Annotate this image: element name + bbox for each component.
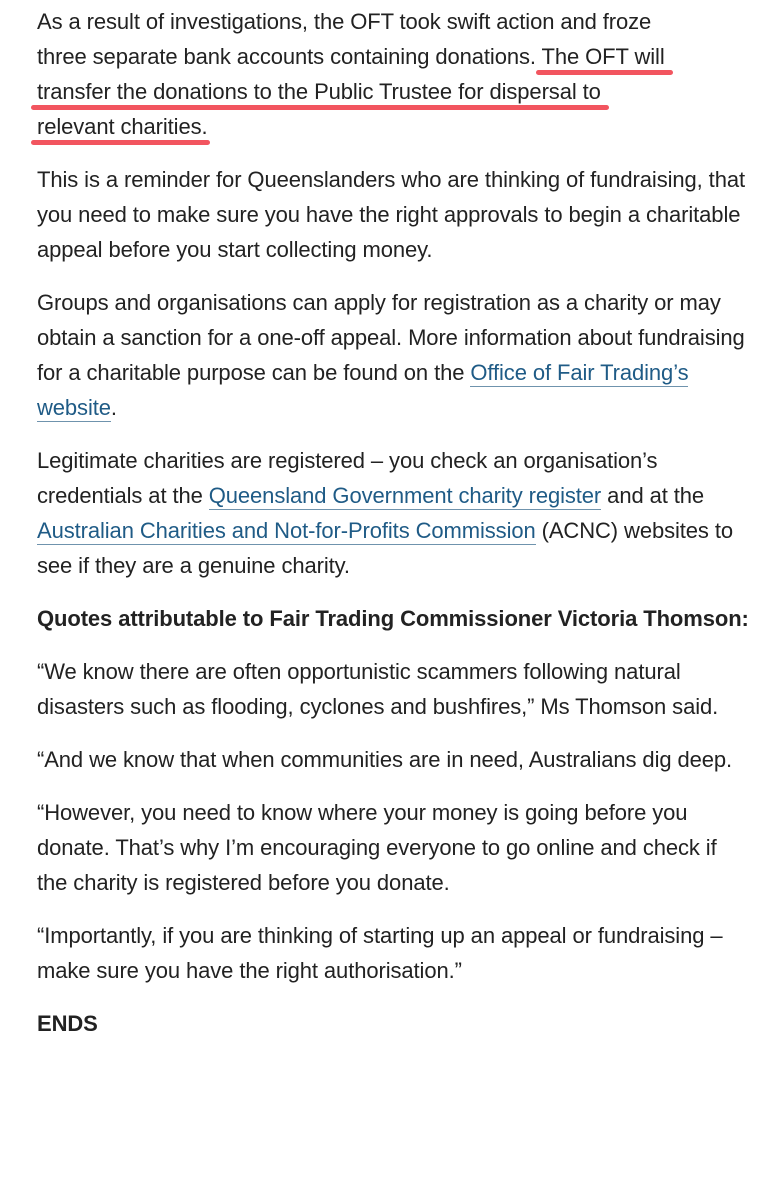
article-body	[37, 4, 749, 1059]
paragraph-text: and at the	[601, 483, 705, 508]
quote-paragraph: “We know there are often opportunistic scammers following natural disasters such as flooding, cyclones and bushfires,” Ms Thomson said.	[37, 659, 719, 719]
paragraph-text: .	[201, 114, 208, 139]
link-oft-website[interactable]: Office of Fair Trading’s website	[37, 360, 689, 420]
paragraph-text: Legitimate charities are registered – you check an organisation’s credentials at the	[37, 448, 658, 508]
highlighted-text: relevant charities	[37, 114, 202, 139]
paragraph-investigation	[37, 4, 749, 144]
ends-marker: ENDS	[37, 1011, 98, 1036]
paragraph-line	[37, 109, 749, 144]
paragraph-line: As a result of investigations, the OFT took swift action and froze	[37, 9, 652, 34]
paragraph-text: three separate bank accounts containing donations.	[37, 44, 542, 69]
paragraph-text: (ACNC) websites to see if they are a genuine charity.	[37, 518, 733, 578]
paragraph-reminder: This is a reminder for Queenslanders who are thinking of fundraising, that you need to make sure you have the right approvals to begin a charitable appeal before you start collecting money.	[37, 167, 745, 262]
quote-paragraph: “Importantly, if you are thinking of starting up an appeal or fundraising – make sure you have the right authorisation.”	[37, 923, 723, 983]
highlighted-text: transfer the donations to the Public Trustee for dispersal to	[37, 79, 601, 104]
link-qld-charity-register[interactable]: Queensland Government charity register	[208, 483, 602, 508]
quotes-heading: Quotes attributable to Fair Trading Commissioner Victoria Thomson:	[37, 606, 749, 631]
link-acnc[interactable]: Australian Charities and Not-for-Profits Commission	[37, 518, 536, 543]
highlighted-text: The OFT will	[541, 44, 665, 69]
quote-paragraph: “However, you need to know where your money is going before you donate. That’s why I’m encouraging everyone to go online and check if the charity is registered before you donate.	[37, 800, 717, 895]
paragraph-text: Groups and organisations can apply for registration as a charity or may obtain a sanction for a one-off appeal. More information about fundraising for a charitable purpose can be found on the	[37, 290, 745, 385]
paragraph-line	[37, 74, 749, 109]
quote-paragraph: “And we know that when communities are in need, Australians dig deep.	[37, 747, 733, 772]
paragraph-legitimate-charities	[37, 443, 749, 583]
paragraph-text: .	[110, 395, 117, 420]
paragraph-line	[37, 39, 749, 74]
paragraph-registration	[37, 285, 749, 425]
